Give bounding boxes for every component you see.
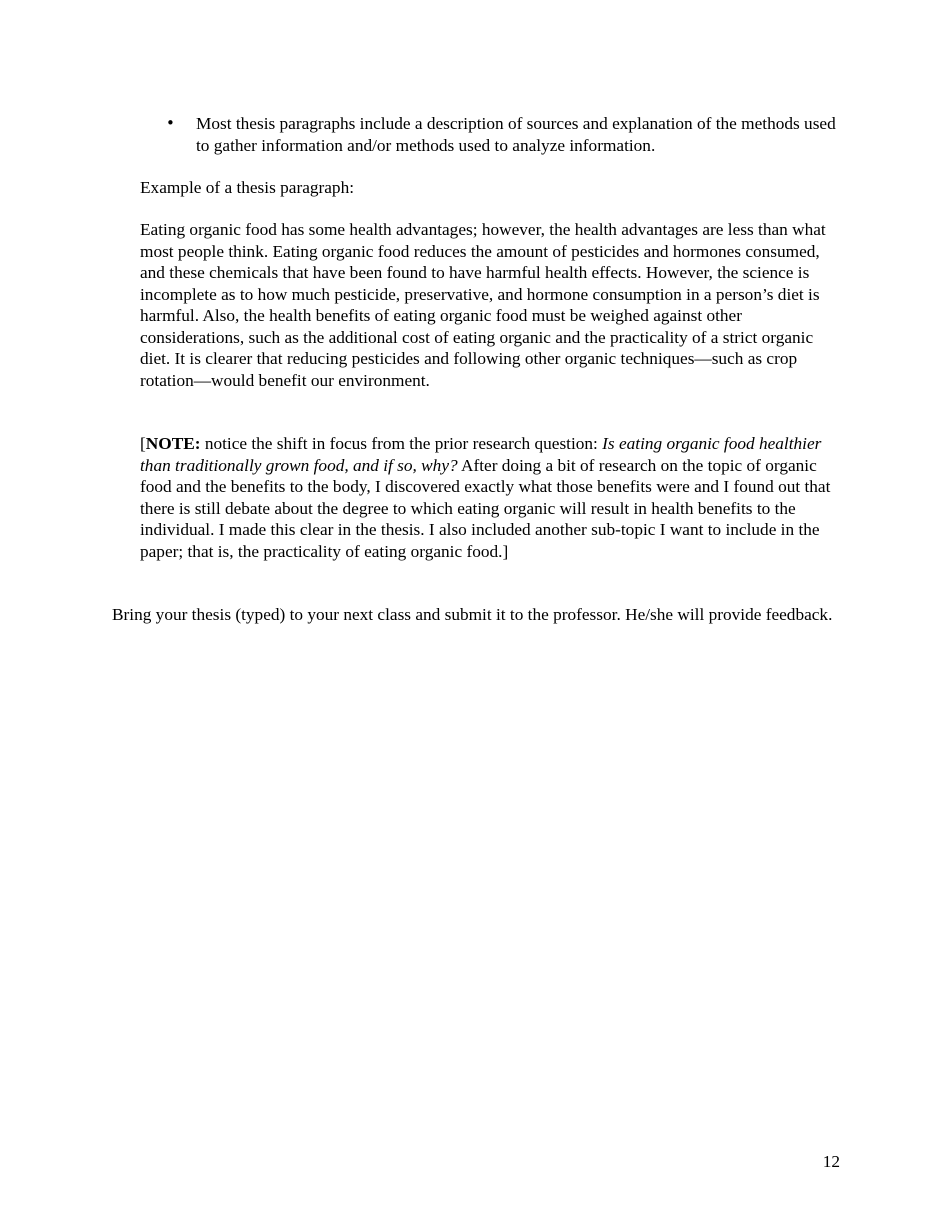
closing-paragraph: Bring your thesis (typed) to your next class and submit it to the professor. He/she will provide feedback. [112,605,833,624]
bullet-item [166,113,846,156]
note-body: After doing a bit of research on the topic of organic food and the benefits to the body, I discovered exactly what those benefits were and I found out that there is still debate about the degree to which eating organic will result in health benefits to the individual. I made this clear in the thesis. I also included another sub-topic I want to include in the paper; that is, the practicality of eating organic food.] [140,455,831,561]
thesis-paragraph: Eating organic food has some health advantages; however, the health advantages are less than what most people think. Eating organic food reduces the amount of pesticides and hormones consumed, and these chemicals that have been found to have harmful health effects. However, the science is incomplete as to how much pesticide, preservative, and hormone consumption in a person’s diet is harmful. Also, the health benefits of eating organic food must be weighed against other considerations, such as the additional cost of eating organic and the practicality of a strict organic diet. It is clearer that reducing pesticides and following other organic techniques—such as crop rotation—would benefit our environment. [140,220,826,390]
note-label: NOTE: [145,434,201,453]
bullet-list [166,113,846,156]
page-number: 12 [822,1152,840,1171]
bullet-icon: • [166,114,175,132]
note-open-bracket: [ [140,434,146,453]
note-paragraph [140,433,840,562]
note-intro: notice the shift in focus from the prior research question: [200,434,603,453]
example-label: Example of a thesis paragraph: [140,178,355,197]
note-research-question: Is eating organic food healthier than traditionally grown food, and if so, why? [140,434,822,475]
bullet-text: Most thesis paragraphs include a description of sources and explanation of the methods used to gather information and/or methods used to analyze information. [196,114,836,155]
